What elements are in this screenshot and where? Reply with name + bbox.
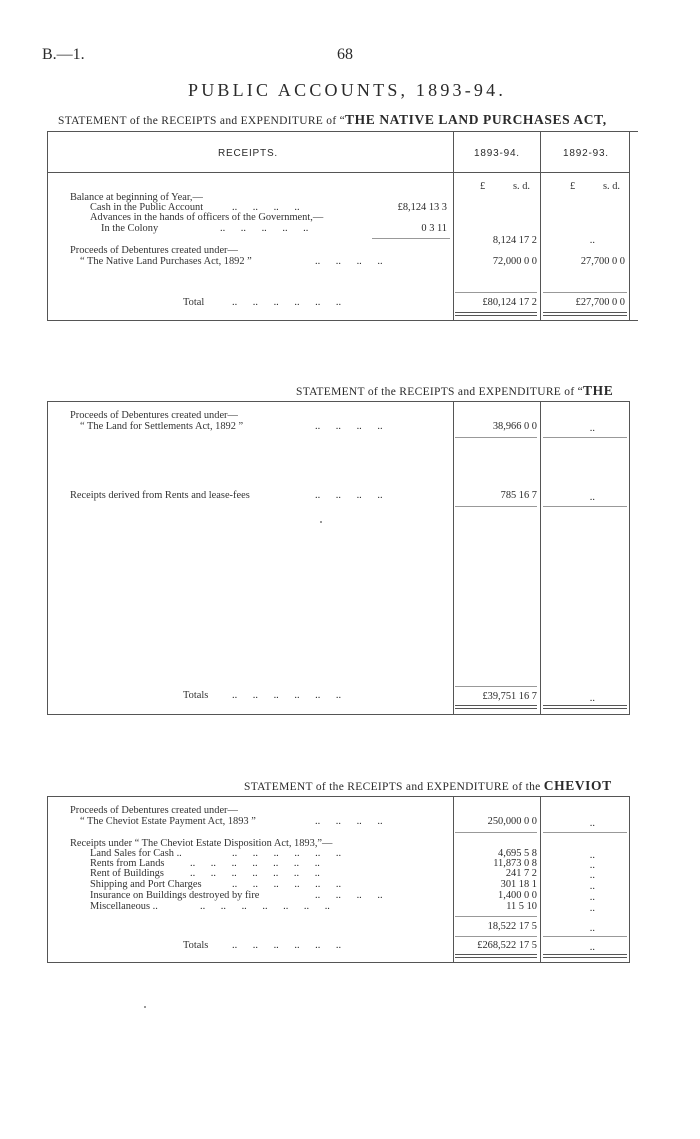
row-item-value: 241 7 2: [505, 868, 537, 879]
row-item-label: Rent of Buildings: [90, 868, 164, 879]
row-balance-total: 8,124 17 2: [492, 235, 537, 246]
totals-value: £39,751 16 7: [482, 691, 537, 702]
leader-dots: .. .. .. .. .. .. ..: [200, 901, 330, 912]
leader-dots: .. .. .. ..: [315, 890, 383, 901]
subtotal-value: 18,522 17 5: [487, 921, 537, 932]
subtotal-prev: ..: [589, 923, 595, 934]
statement-heading-land-settlements: [296, 383, 613, 399]
statement-heading-cheviot: [244, 778, 612, 794]
row-proceeds-1893: 72,000 0 0: [492, 256, 537, 267]
leader-dots: .. .. .. .. .. ..: [232, 690, 342, 701]
row-proceeds-1892: 27,700 0 0: [580, 256, 625, 267]
row-proceeds-act: “ The Cheviot Estate Payment Act, 1893 ”: [80, 816, 256, 827]
row-item-prev: ..: [589, 850, 595, 861]
page-number: 68: [337, 46, 353, 63]
row-item-prev: ..: [589, 870, 595, 881]
statement-prefix: STATEMENT of the RECEIPTS and EXPENDITURE of “: [296, 386, 584, 398]
row-item-prev: ..: [589, 892, 595, 903]
row-cash-label: Cash in the Public Account: [90, 202, 204, 213]
leader-dots: .. .. .. .. .. .. ..: [190, 868, 320, 879]
row-proceeds-label: Proceeds of Debentures created under—: [70, 410, 238, 421]
row-item-label: Land Sales for Cash ..: [90, 848, 182, 859]
totals-label: Totals: [183, 690, 209, 701]
column-header-receipts: RECEIPTS.: [218, 148, 278, 159]
leader-dots: .. .. .. ..: [315, 490, 383, 501]
row-receipts-label: Receipts under “ The Cheviot Estate Disposition Act, 1893,”—: [70, 838, 333, 849]
totals-label: Totals: [183, 940, 209, 951]
row-proceeds-prev: ..: [589, 818, 595, 829]
total-1892: £27,700 0 0: [575, 297, 625, 308]
row-item-value: 1,400 0 0: [498, 890, 537, 901]
row-item-value: 301 18 1: [500, 879, 537, 890]
total-1893: £80,124 17 2: [482, 297, 537, 308]
totals-value: £268,522 17 5: [477, 940, 537, 951]
row-proceeds-act: “ The Land for Settlements Act, 1892 ”: [80, 421, 244, 432]
leader-dots: .. .. .. .. .. ..: [232, 297, 342, 308]
row-proceeds-value: 250,000 0 0: [487, 816, 537, 827]
row-advances-label: Advances in the hands of officers of the Government,—: [90, 212, 324, 223]
page-title: PUBLIC ACCOUNTS, 1893-94.: [188, 80, 507, 100]
row-colony-label: In the Colony: [101, 223, 159, 234]
row-item-value: 11 5 10: [506, 901, 537, 912]
row-balance-prev: ..: [589, 235, 595, 246]
row-colony-inner-value: 0 3 11: [421, 223, 447, 234]
statement-heading-native-land: [58, 112, 607, 128]
row-item-prev: ..: [589, 903, 595, 914]
statement-prefix: STATEMENT of the RECEIPTS and EXPENDITURE of “: [58, 115, 346, 127]
currency-pound-1893: £: [480, 181, 486, 192]
row-item-prev: ..: [589, 881, 595, 892]
row-proceeds-prev: ..: [589, 423, 595, 434]
leader-dots: .. .. .. ..: [315, 421, 383, 432]
statement-act-name: THE NATIVE LAND PURCHASES ACT,: [345, 112, 607, 127]
row-item-label: Miscellaneous ..: [90, 901, 158, 912]
row-proceeds-act: “ The Native Land Purchases Act, 1892 ”: [80, 256, 252, 267]
leader-dots: .. .. .. .. .. ..: [232, 879, 342, 890]
total-label: Total: [183, 297, 205, 308]
row-proceeds-label: Proceeds of Debentures created under—: [70, 805, 238, 816]
currency-sd-1892: s. d.: [603, 181, 621, 192]
print-speck: [144, 1006, 146, 1008]
totals-prev: ..: [589, 693, 595, 704]
row-balance-label: Balance at beginning of Year,—: [70, 192, 203, 203]
leader-dots: .. .. .. .. .. ..: [232, 848, 342, 859]
leader-dots: .. .. .. .. .. .. ..: [190, 858, 320, 869]
row-cash-inner-value: £8,124 13 3: [397, 202, 447, 213]
row-item-label: Shipping and Port Charges: [90, 879, 202, 890]
column-header-1892-93: 1892-93.: [563, 148, 609, 159]
row-item-label: Rents from Lands: [90, 858, 165, 869]
leader-dots: .. .. .. ..: [315, 816, 383, 827]
currency-pound-1892: £: [570, 181, 576, 192]
leader-dots: .. .. .. .. ..: [220, 223, 309, 234]
row-item-value: 4,695 5 8: [498, 848, 537, 859]
currency-sd-1893: s. d.: [513, 181, 531, 192]
column-header-1893-94: 1893-94.: [474, 148, 520, 159]
row-item-value: 11,873 0 8: [493, 858, 537, 869]
row-rents-prev: ..: [589, 492, 595, 503]
print-speck: [320, 521, 322, 523]
row-item-prev: ..: [589, 860, 595, 871]
row-rents-value: 785 16 7: [500, 490, 537, 501]
leader-dots: .. .. .. ..: [315, 256, 383, 267]
statement-act-name: CHEVIOT: [543, 778, 612, 793]
row-proceeds-label: Proceeds of Debentures created under—: [70, 245, 238, 256]
totals-prev: ..: [589, 942, 595, 953]
leader-dots: .. .. .. .. .. ..: [232, 940, 342, 951]
row-rents-label: Receipts derived from Rents and lease-fees: [70, 490, 250, 501]
row-proceeds-value: 38,966 0 0: [492, 421, 537, 432]
statement-act-name: THE: [583, 383, 614, 398]
row-item-label: Insurance on Buildings destroyed by fire: [90, 890, 260, 901]
leader-dots: .. .. .. ..: [232, 202, 300, 213]
document-code: B.—1.: [42, 46, 85, 63]
statement-prefix: STATEMENT of the RECEIPTS and EXPENDITURE of the: [244, 781, 541, 793]
